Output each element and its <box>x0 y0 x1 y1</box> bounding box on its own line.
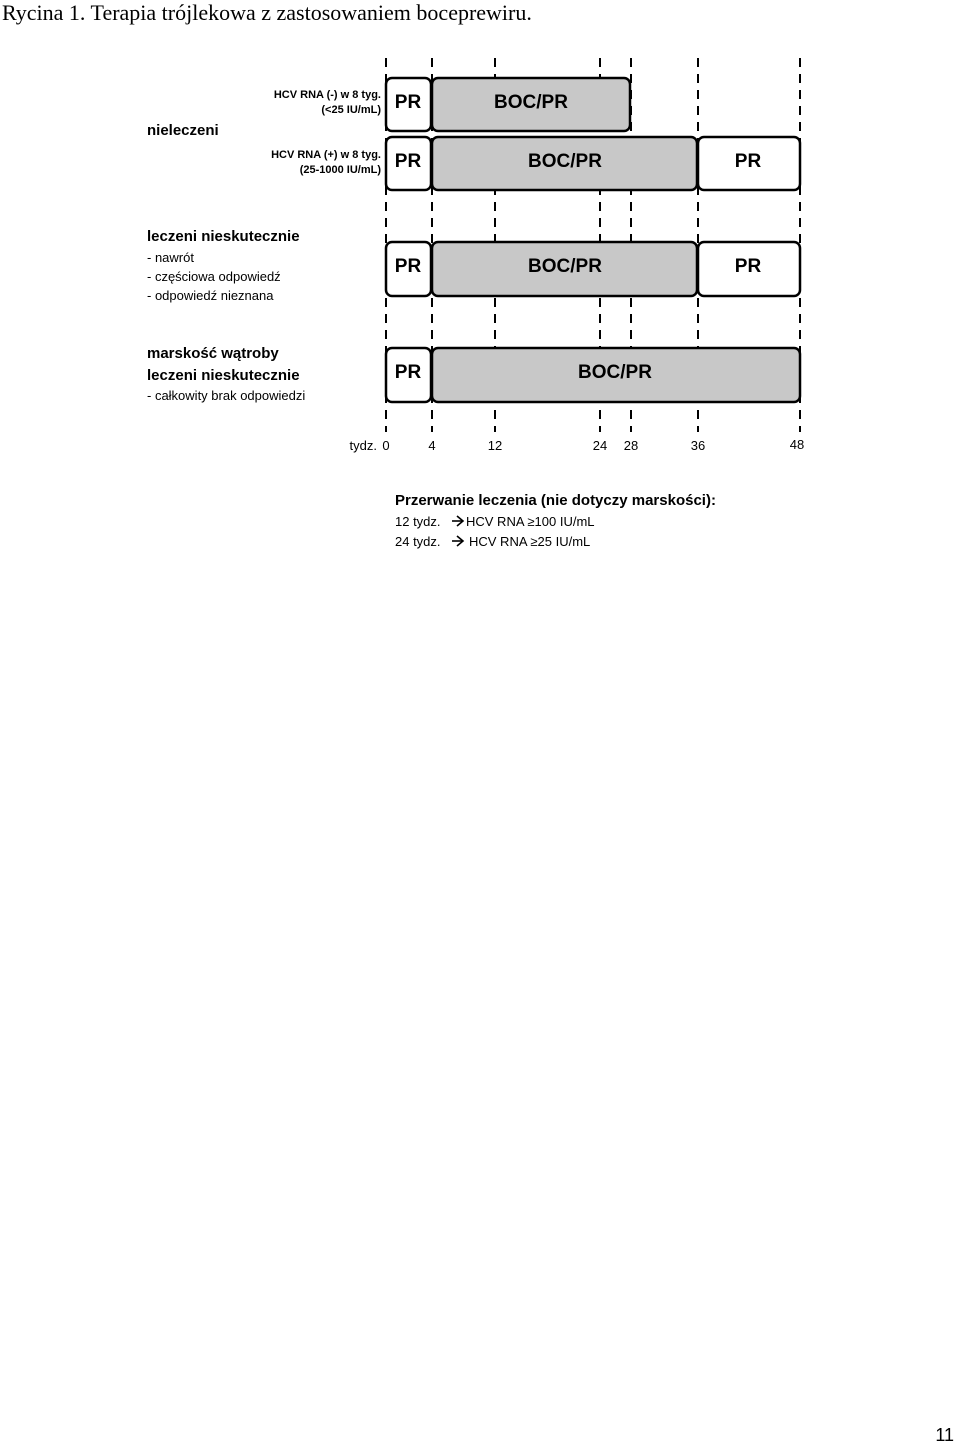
group-label-cirrhosis-1: marskość wątroby <box>147 345 279 362</box>
row-previously-treated <box>386 242 800 296</box>
page-number: 11 <box>935 1425 954 1445</box>
naive-row2-line1: HCV RNA (+) w 8 tyg. <box>271 149 381 161</box>
axis-label: tydz. <box>349 438 377 453</box>
failed-item: - odpowiedź nieznana <box>147 288 274 303</box>
boc-pr-bar-label: BOC/PR <box>528 151 602 172</box>
arrow-right-icon <box>452 516 463 526</box>
row-naive-positive <box>386 137 800 190</box>
boc-pr-bar-label: BOC/PR <box>494 92 568 113</box>
arrow-right-icon <box>452 536 463 546</box>
group-label-cirrhosis-2: leczeni nieskutecznie <box>147 367 300 384</box>
cirrhosis-item: - całkowity brak odpowiedzi <box>147 388 306 403</box>
axis-tick-label: 0 <box>382 438 390 453</box>
stopping-rules <box>395 492 716 549</box>
stopping-rules-title: Przerwanie leczenia (nie dotyczy marskości): <box>395 492 716 509</box>
pr-bar-label: PR <box>394 362 422 383</box>
treatment-timeline-diagram <box>0 0 960 600</box>
axis-tick-label: 48 <box>789 437 805 452</box>
axis-tick-label: 4 <box>428 438 436 453</box>
pr-tail-bar-label: PR <box>734 256 762 277</box>
row-naive-negative <box>386 78 630 131</box>
axis-tick-label: 28 <box>623 438 639 453</box>
axis-tick-label: 36 <box>690 438 706 453</box>
rule1-value: HCV RNA ≥100 IU/mL <box>466 514 595 529</box>
rule1-week: 12 tydz. <box>395 514 441 529</box>
naive-row1-line1: HCV RNA (-) w 8 tyg. <box>273 89 381 101</box>
pr-bar-label: PR <box>394 151 422 172</box>
week-axis <box>350 437 805 453</box>
axis-tick-label: 12 <box>487 438 503 453</box>
naive-row2-line2: (25-1000 IU/mL) <box>299 164 381 176</box>
figure-caption: Rycina 1. Terapia trójlekowa z zastosowaniem boceprewiru. <box>2 0 532 25</box>
pr-bar-label: PR <box>394 92 422 113</box>
failed-item: - nawrót <box>147 250 194 265</box>
row-cirrhosis <box>386 348 800 402</box>
group-label-failed: leczeni nieskutecznie <box>147 228 300 245</box>
axis-tick-label: 24 <box>592 438 608 453</box>
pr-tail-bar-label: PR <box>734 151 762 172</box>
boc-pr-bar-label: BOC/PR <box>578 362 652 383</box>
rule2-value: HCV RNA ≥25 IU/mL <box>469 534 591 549</box>
group-label-naive: nieleczeni <box>147 122 219 139</box>
boc-pr-bar-label: BOC/PR <box>528 256 602 277</box>
naive-row1-line2: (<25 IU/mL) <box>321 104 381 116</box>
pr-bar-label: PR <box>394 256 422 277</box>
rule2-week: 24 tydz. <box>395 534 441 549</box>
failed-item: - częściowa odpowiedź <box>147 269 281 284</box>
